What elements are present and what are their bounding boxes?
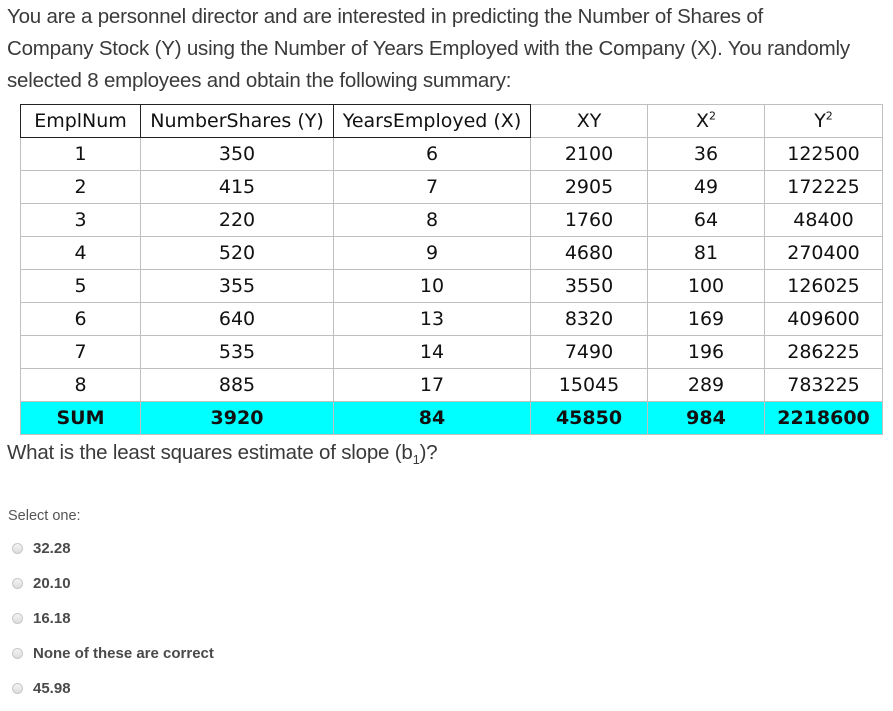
cell-years: 6 [334, 138, 531, 171]
cell-shares: 355 [141, 270, 334, 303]
table-row [21, 237, 883, 270]
cell-emplnum: 8 [21, 369, 141, 402]
question-intro [7, 1, 887, 97]
cell-y-squared: 172225 [765, 171, 883, 204]
header-y-squared [765, 105, 883, 138]
header-years-employed: YearsEmployed (X) [334, 105, 531, 138]
answer-option[interactable] [12, 601, 214, 636]
table-row [21, 270, 883, 303]
cell-x-squared: 100 [648, 270, 765, 303]
summary-table [20, 104, 883, 435]
radio-button[interactable] [12, 578, 23, 589]
cell-y-squared: 126025 [765, 270, 883, 303]
cell-years: 14 [334, 336, 531, 369]
cell-emplnum: 7 [21, 336, 141, 369]
table-row [21, 204, 883, 237]
cell-x-squared: 36 [648, 138, 765, 171]
table-row [21, 303, 883, 336]
cell-y-squared: 783225 [765, 369, 883, 402]
header-x-exponent: 2 [709, 109, 717, 123]
question-text [7, 441, 437, 467]
header-number-shares: NumberShares (Y) [141, 105, 334, 138]
cell-emplnum: 5 [21, 270, 141, 303]
cell-xy: 4680 [531, 237, 648, 270]
header-y-base: Y [814, 110, 826, 132]
cell-xy: 1760 [531, 204, 648, 237]
cell-y-squared: 48400 [765, 204, 883, 237]
table-header-row [21, 105, 883, 138]
cell-emplnum: 1 [21, 138, 141, 171]
radio-button[interactable] [12, 543, 23, 554]
cell-shares: 220 [141, 204, 334, 237]
cell-years: 17 [334, 369, 531, 402]
cell-shares: 640 [141, 303, 334, 336]
header-x-squared [648, 105, 765, 138]
cell-xy: 2905 [531, 171, 648, 204]
cell-x-squared: 81 [648, 237, 765, 270]
question-suffix: )? [419, 441, 438, 464]
cell-shares: 885 [141, 369, 334, 402]
cell-xy: 3550 [531, 270, 648, 303]
answer-option-label[interactable]: 32.28 [33, 540, 71, 557]
cell-y-squared: 122500 [765, 138, 883, 171]
answer-option[interactable] [12, 671, 214, 706]
table-row [21, 369, 883, 402]
sum-years: 84 [334, 402, 531, 435]
select-one-label: Select one: [8, 508, 81, 524]
sum-xy: 45850 [531, 402, 648, 435]
cell-xy: 7490 [531, 336, 648, 369]
cell-shares: 520 [141, 237, 334, 270]
question-prefix: What is the least squares estimate of slope (b [7, 441, 413, 464]
header-y-exponent: 2 [825, 109, 833, 123]
answer-option[interactable] [12, 531, 214, 566]
cell-years: 10 [334, 270, 531, 303]
cell-x-squared: 169 [648, 303, 765, 336]
sum-y-squared: 2218600 [765, 402, 883, 435]
answer-option-label[interactable]: None of these are correct [33, 645, 214, 662]
cell-xy: 15045 [531, 369, 648, 402]
cell-xy: 8320 [531, 303, 648, 336]
cell-years: 9 [334, 237, 531, 270]
radio-button[interactable] [12, 613, 23, 624]
cell-emplnum: 3 [21, 204, 141, 237]
table-row [21, 336, 883, 369]
intro-line-1: You are a personnel director and are interested in predicting the Number of Shares of [7, 5, 764, 28]
cell-years: 7 [334, 171, 531, 204]
table-row [21, 138, 883, 171]
header-xy: XY [531, 105, 648, 138]
table-row [21, 171, 883, 204]
cell-shares: 350 [141, 138, 334, 171]
answer-options [12, 531, 214, 706]
answer-option-label[interactable]: 20.10 [33, 575, 71, 592]
header-emplnum: EmplNum [21, 105, 141, 138]
header-x-base: X [695, 110, 710, 132]
cell-shares: 535 [141, 336, 334, 369]
cell-emplnum: 4 [21, 237, 141, 270]
sum-shares: 3920 [141, 402, 334, 435]
sum-x-squared: 984 [648, 402, 765, 435]
answer-option[interactable] [12, 566, 214, 601]
cell-xy: 2100 [531, 138, 648, 171]
sum-row [21, 402, 883, 435]
cell-shares: 415 [141, 171, 334, 204]
radio-button[interactable] [12, 648, 23, 659]
sum-label: SUM [21, 402, 141, 435]
answer-option-label[interactable]: 16.18 [33, 610, 71, 627]
cell-years: 13 [334, 303, 531, 336]
answer-option-label[interactable]: 45.98 [33, 680, 71, 697]
cell-emplnum: 2 [21, 171, 141, 204]
answer-option[interactable] [12, 636, 214, 671]
cell-x-squared: 289 [648, 369, 765, 402]
cell-x-squared: 196 [648, 336, 765, 369]
cell-x-squared: 64 [648, 204, 765, 237]
radio-button[interactable] [12, 683, 23, 694]
cell-y-squared: 270400 [765, 237, 883, 270]
cell-emplnum: 6 [21, 303, 141, 336]
cell-years: 8 [334, 204, 531, 237]
cell-y-squared: 286225 [765, 336, 883, 369]
question-subscript: 1 [412, 452, 420, 468]
cell-x-squared: 49 [648, 171, 765, 204]
intro-line-2: Company Stock (Y) using the Number of Years Employed with the Company (X). You randomly [7, 37, 850, 60]
cell-y-squared: 409600 [765, 303, 883, 336]
intro-line-3: selected 8 employees and obtain the following summary: [7, 69, 512, 92]
